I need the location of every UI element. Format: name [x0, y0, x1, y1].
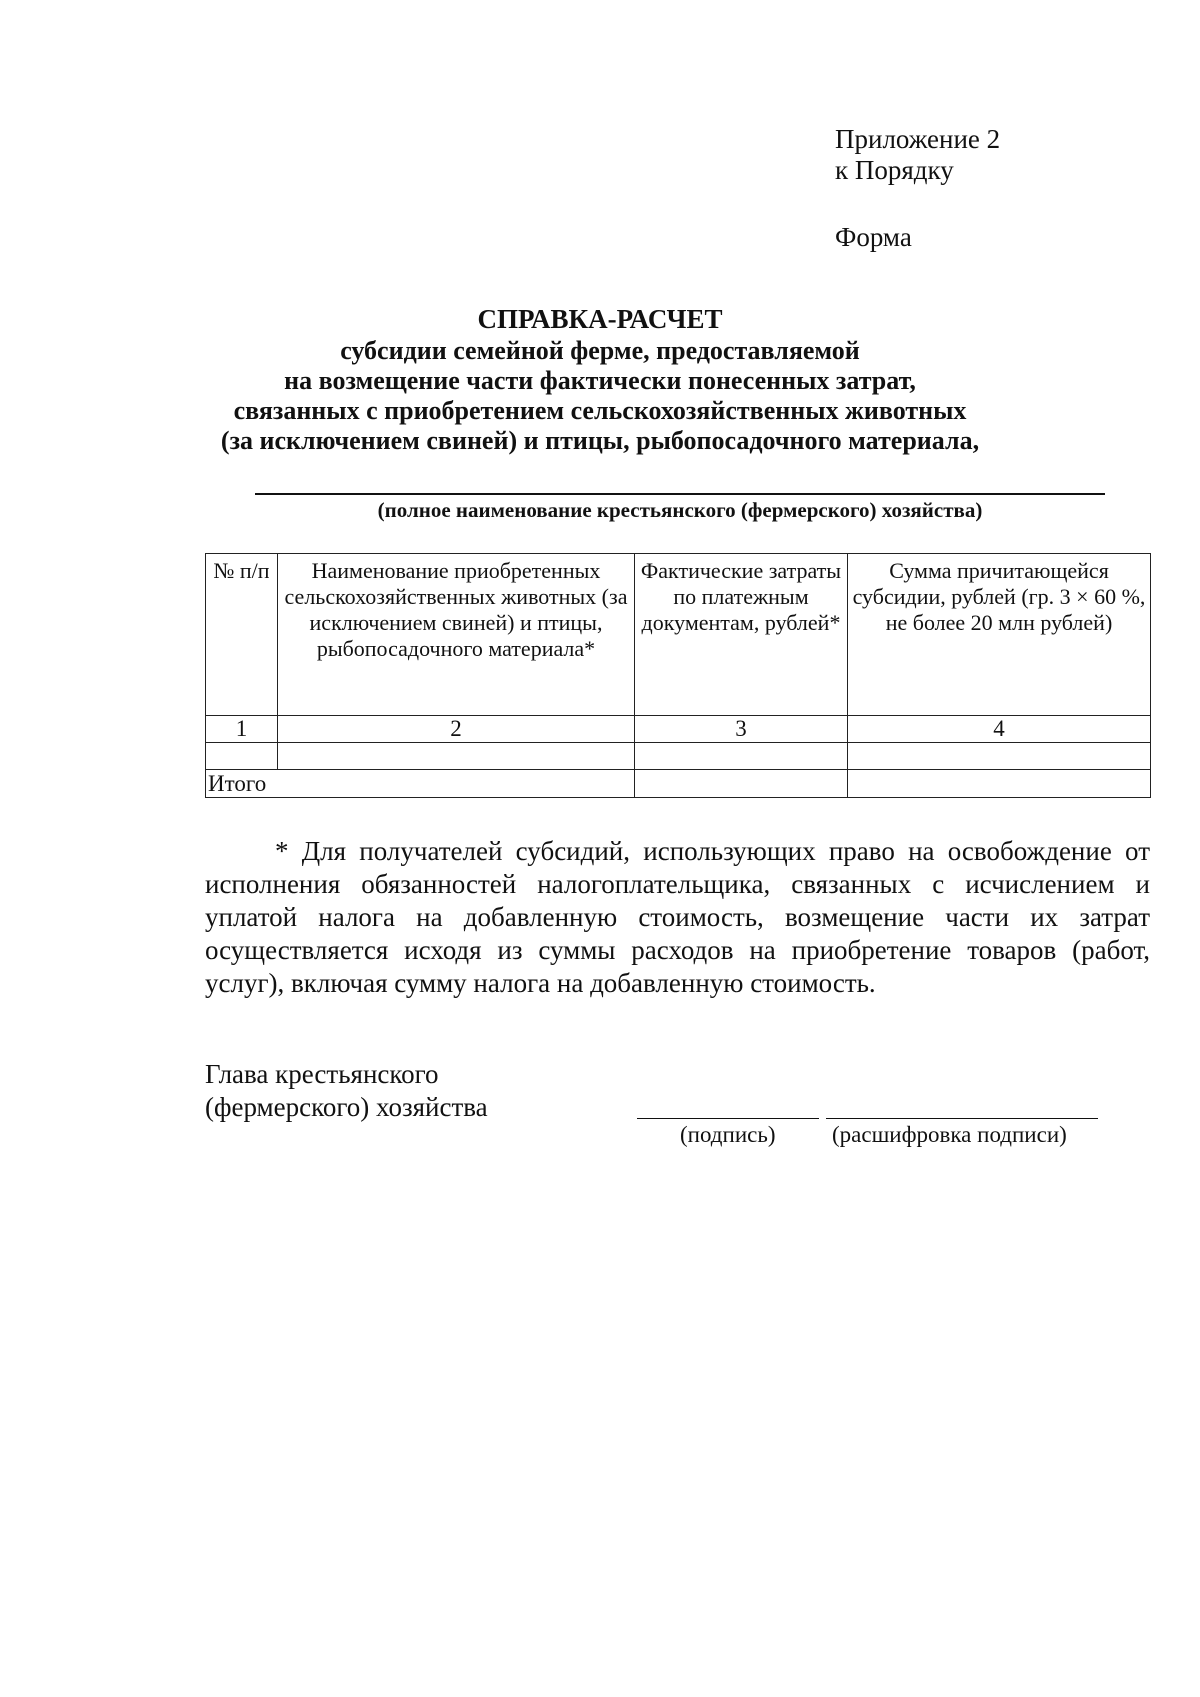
- cell-subsidy-amount[interactable]: [848, 743, 1151, 770]
- header-subsidy-amount: Сумма причитающейся субсидии, рублей (гр. 3 × 60 %, не более 20 млн рублей): [848, 554, 1151, 716]
- cell-item-name[interactable]: [278, 743, 635, 770]
- total-subsidy-amount[interactable]: [848, 770, 1151, 798]
- title-line: (за исключением свиней) и птицы, рыбопосадочного материала,: [220, 426, 980, 455]
- header-actual-costs: Фактические затраты по платежным документам, рублей*: [635, 554, 848, 716]
- footnote: [205, 835, 1150, 1000]
- calculation-table: [205, 553, 1151, 798]
- signature-field-line[interactable]: [637, 1118, 819, 1119]
- title-line: субсидии семейной ферме, предоставляемой: [340, 336, 860, 365]
- header-item-name: Наименование приобретенных сельскохозяйственных животных (за исключением свиней) и птицы, рыбопосадочного материала*: [278, 554, 635, 716]
- table-row[interactable]: [206, 743, 1151, 770]
- farm-name-caption: (полное наименование крестьянского (фермерского) хозяйства): [377, 498, 983, 522]
- column-number: 2: [278, 716, 635, 743]
- column-number: 4: [848, 716, 1151, 743]
- form-label: Форма: [835, 222, 912, 252]
- appendix-number: Приложение 2: [835, 124, 1001, 154]
- column-number: 3: [635, 716, 848, 743]
- signatory-title: [205, 1058, 488, 1124]
- column-number-row: [206, 716, 1151, 743]
- appendix-to-order: к Порядку: [835, 155, 954, 185]
- appendix-reference: [835, 124, 1000, 186]
- farm-name-field-line[interactable]: [255, 493, 1105, 495]
- total-label: Итого: [206, 770, 635, 798]
- header-number: № п/п: [206, 554, 278, 716]
- title-main: СПРАВКА-РАСЧЕТ: [477, 304, 723, 334]
- document-title: [190, 304, 1010, 456]
- signatory-line: Глава крестьянского: [205, 1059, 439, 1089]
- signatory-line: (фермерского) хозяйства: [205, 1092, 488, 1122]
- table-header-row: [206, 554, 1151, 716]
- column-number: 1: [206, 716, 278, 743]
- cell-number[interactable]: [206, 743, 278, 770]
- total-actual-costs[interactable]: [635, 770, 848, 798]
- signature-decode-caption: (расшифровка подписи): [832, 1122, 1067, 1147]
- total-row: [206, 770, 1151, 798]
- signature-caption: (подпись): [680, 1122, 776, 1147]
- title-line: связанных с приобретением сельскохозяйственных животных: [233, 396, 967, 425]
- title-line: на возмещение части фактически понесенных затрат,: [284, 366, 916, 395]
- cell-actual-costs[interactable]: [635, 743, 848, 770]
- signature-decode-field-line[interactable]: [826, 1118, 1098, 1119]
- footnote-text: * Для получателей субсидий, использующих право на освобождение от исполнения обязанностей налогоплательщика, связанных с исчислением и уплатой налога на добавленную стоимость, возмещение части их затрат осуществляется исходя из суммы расходов на приобретение товаров (работ, услуг), включая сумму налога на добавленную стоимость.: [205, 836, 1150, 998]
